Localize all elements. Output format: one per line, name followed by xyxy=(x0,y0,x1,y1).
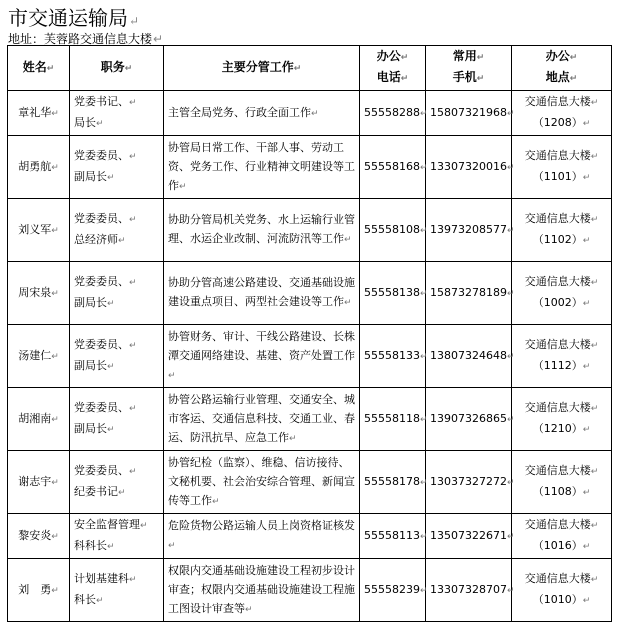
cell-mobile: 13973208577↵ xyxy=(426,199,512,262)
cell-office-phone: 55558108↵ xyxy=(360,199,426,262)
table-row xyxy=(8,325,612,388)
table-row xyxy=(8,262,612,325)
cell-location: 交通信息大楼↵ （1101）↵ xyxy=(512,136,612,199)
page-title: 市交通运输局↵ xyxy=(8,6,140,30)
table-row xyxy=(8,91,612,136)
cell-mobile: 13507322671↵ xyxy=(426,514,512,559)
cell-location: 交通信息大楼↵ （1016）↵ xyxy=(512,514,612,559)
cell-duties: 协管局日常工作、干部人事、劳动工资、党务工作、行业精神文明建设等工作↵ xyxy=(164,136,360,199)
cell-office-phone: 55558113↵ xyxy=(360,514,426,559)
table-row xyxy=(8,388,612,451)
table-row xyxy=(8,514,612,559)
cell-mobile: 13307320016↵ xyxy=(426,136,512,199)
header-office-phone: 办公↵ 电话↵ xyxy=(360,46,426,91)
cell-location: 交通信息大楼↵ （1210）↵ xyxy=(512,388,612,451)
cell-name: 胡湘南↵ xyxy=(8,388,70,451)
cell-mobile: 13807324648↵ xyxy=(426,325,512,388)
cell-office-phone: 55558288↵ xyxy=(360,91,426,136)
cell-office-phone: 55558168↵ xyxy=(360,136,426,199)
cell-duties: 主管全局党务、行政全面工作↵ xyxy=(164,91,360,136)
address-line: 地址：芙蓉路交通信息大楼↵ xyxy=(8,32,164,46)
table-row xyxy=(8,136,612,199)
cell-position: 党委书记、↵ 局长↵ xyxy=(70,91,164,136)
table-row xyxy=(8,451,612,514)
cell-office-phone: 55558133↵ xyxy=(360,325,426,388)
header-location: 办公↵ 地点↵ xyxy=(512,46,612,91)
cell-position: 安全监督管理↵ 科科长↵ xyxy=(70,514,164,559)
cell-location: 交通信息大楼↵ （1108）↵ xyxy=(512,451,612,514)
cell-name: 章礼华↵ xyxy=(8,91,70,136)
header-name: 姓名↵ xyxy=(8,46,70,91)
cell-office-phone: 55558138↵ xyxy=(360,262,426,325)
cell-name: 汤建仁↵ xyxy=(8,325,70,388)
cell-duties: 协管财务、审计、干线公路建设、长株潭交通网络建设、基建、资产处置工作↵ xyxy=(164,325,360,388)
cell-mobile: 13907326865↵ xyxy=(426,388,512,451)
cell-duties: 协助分管高速公路建设、交通基础设施建设重点项目、两型社会建设等工作↵ xyxy=(164,262,360,325)
header-row xyxy=(8,46,612,91)
cell-position: 党委委员、↵ 副局长↵ xyxy=(70,136,164,199)
cell-location: 交通信息大楼↵ （1208）↵ xyxy=(512,91,612,136)
header-position: 职务↵ xyxy=(70,46,164,91)
cell-mobile: 15807321968↵ xyxy=(426,91,512,136)
staff-table xyxy=(7,45,612,622)
cell-office-phone: 55558178↵ xyxy=(360,451,426,514)
cell-location: 交通信息大楼↵ （1102）↵ xyxy=(512,199,612,262)
cell-name: 周宋泉↵ xyxy=(8,262,70,325)
cell-name: 谢志宇↵ xyxy=(8,451,70,514)
cell-name: 黎安炎↵ xyxy=(8,514,70,559)
cell-mobile: 15873278189↵ xyxy=(426,262,512,325)
cell-duties: 协管公路运输行业管理、交通安全、城市客运、交通信息科技、交通工业、春运、防汛抗旱、应急工作↵ xyxy=(164,388,360,451)
table-row xyxy=(8,199,612,262)
cell-position: 党委委员、↵ 总经济师↵ xyxy=(70,199,164,262)
cell-duties: 权限内交通基础设施建设工程初步设计审查；权限内交通基础设施建设工程施工图设计审查等↵ xyxy=(164,559,360,622)
cell-position: 党委委员、↵ 副局长↵ xyxy=(70,262,164,325)
cell-duties: 协管纪检（监察）、维稳、信访接待、文秘机要、社会治安综合管理、新闻宣传等工作↵ xyxy=(164,451,360,514)
cell-office-phone: 55558239↵ xyxy=(360,559,426,622)
header-mobile: 常用↵ 手机↵ xyxy=(426,46,512,91)
cell-duties: 协助分管局机关党务、水上运输行业管理、水运企业改制、河流防汛等工作↵ xyxy=(164,199,360,262)
header-duties: 主要分管工作↵ xyxy=(164,46,360,91)
table-row xyxy=(8,559,612,622)
cell-name: 刘义军↵ xyxy=(8,199,70,262)
cell-position: 计划基建科↵ 科长↵ xyxy=(70,559,164,622)
cell-location: 交通信息大楼↵ （1002）↵ xyxy=(512,262,612,325)
cell-position: 党委委员、↵ 副局长↵ xyxy=(70,325,164,388)
cell-position: 党委委员、↵ 副局长↵ xyxy=(70,388,164,451)
cell-name: 刘 勇↵ xyxy=(8,559,70,622)
cell-mobile: 13037327272↵ xyxy=(426,451,512,514)
cell-name: 胡勇航↵ xyxy=(8,136,70,199)
cell-office-phone: 55558118↵ xyxy=(360,388,426,451)
cell-duties: 危险货物公路运输人员上岗资格证核发↵ xyxy=(164,514,360,559)
cell-mobile: 13307328707↵ xyxy=(426,559,512,622)
cell-position: 党委委员、↵ 纪委书记↵ xyxy=(70,451,164,514)
cell-location: 交通信息大楼↵ （1112）↵ xyxy=(512,325,612,388)
cell-location: 交通信息大楼↵ （1010）↵ xyxy=(512,559,612,622)
